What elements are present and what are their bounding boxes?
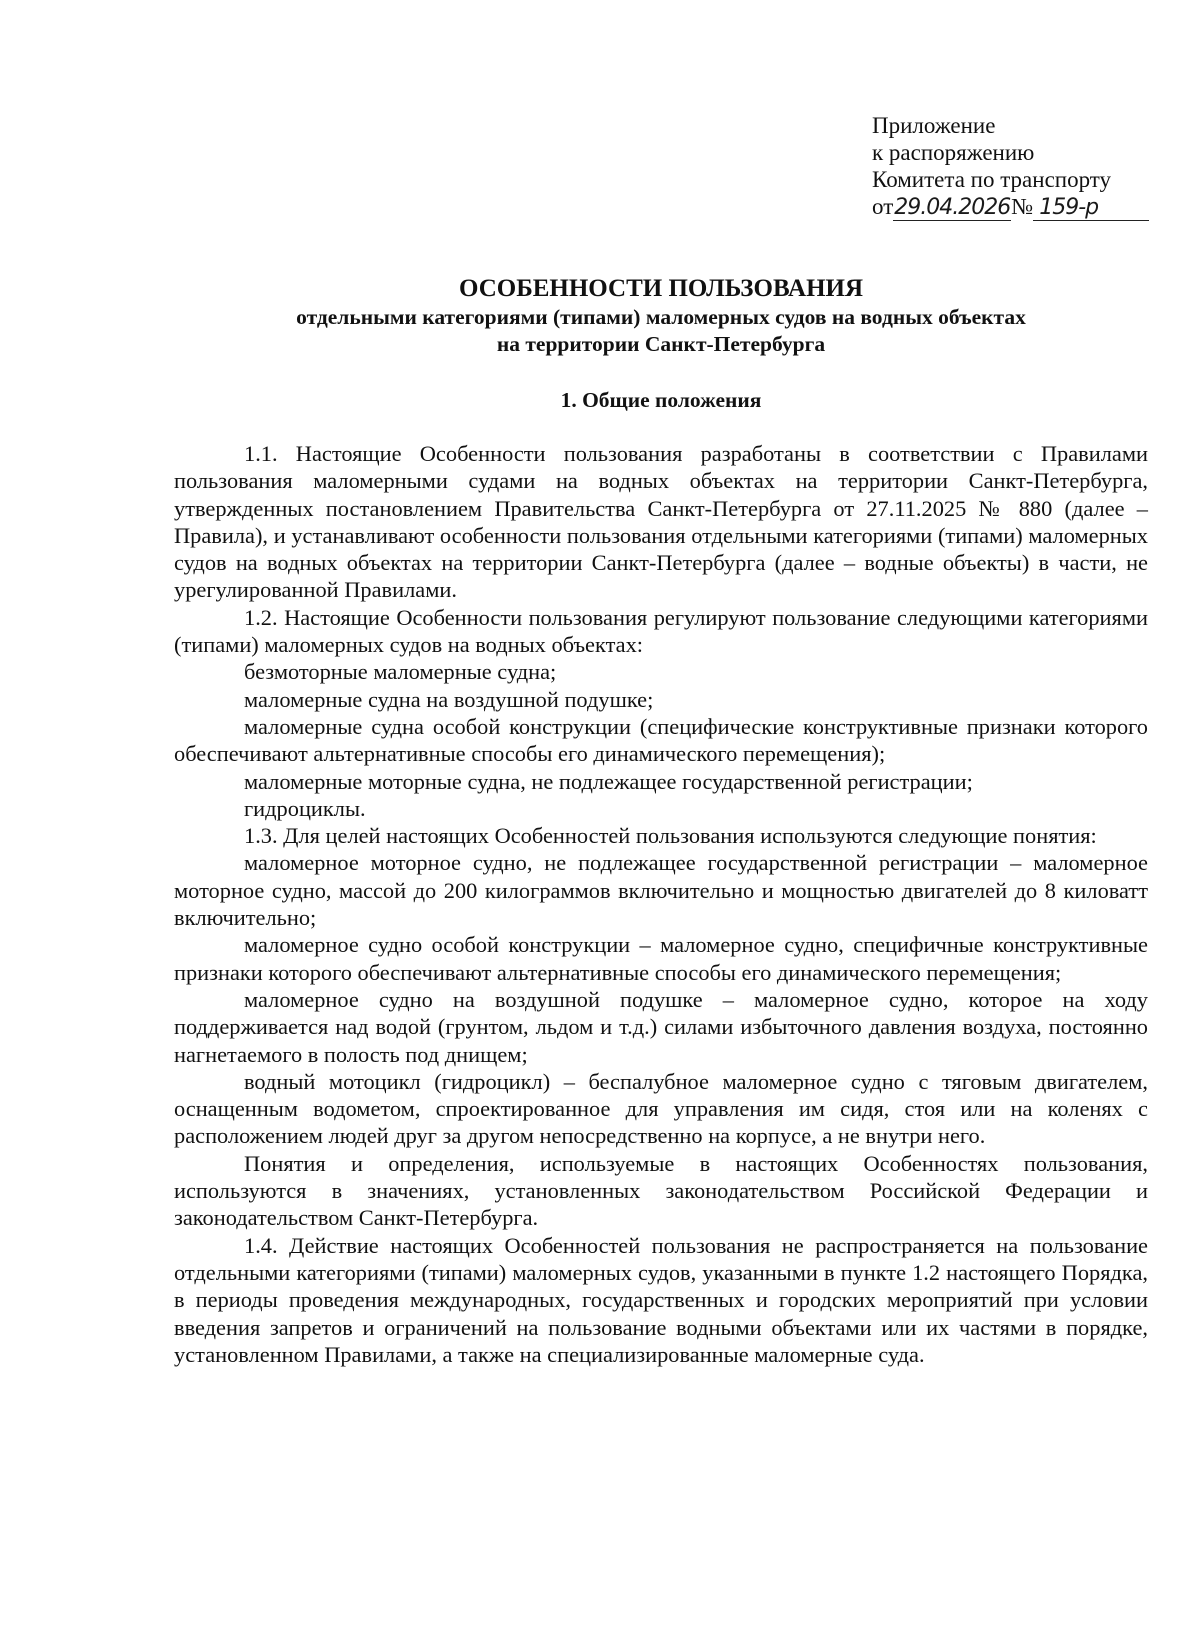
definition-item: маломерное судно особой конструкции – маломерное судно, специфичные конструктивные признаки которого обеспечивают альтернативные способы его динамического перемещения; [174, 932, 1148, 985]
definition-item: водный мотоцикл (гидроцикл) – беспалубное маломерное судно с тяговым двигателем, оснащенным водометом, спроектированное для управления им сидя, стоя или на коленях с расположением людей друг за другом непосредственно на корпусе, а не внутри него. [174, 1068, 1148, 1149]
definition-item: маломерное моторное судно, не подлежащее государственной регистрации – маломерное моторное судно, массой до 200 килограммов включительно и мощностью двигателей до 8 киловатт включительно; [174, 850, 1148, 931]
list-item: гидроциклы. [244, 795, 366, 821]
section-heading: 1. Общие положения [560, 388, 762, 412]
annex-line-1: Приложение [872, 113, 996, 138]
annex-block [872, 112, 1149, 221]
number-sign: № [1011, 194, 1034, 219]
paragraph-1-3: 1.3. Для целей настоящих Особенностей пользования используются следующие понятия: [244, 823, 1097, 849]
annex-date-line [872, 193, 1149, 221]
document-title: ОСОБЕННОСТИ ПОЛЬЗОВАНИЯ [458, 275, 864, 302]
list-item: маломерные судна особой конструкции (специфические конструктивные признаки которого обеспечивают альтернативные способы его динамического перемещения); [174, 713, 1148, 767]
definitions-note: Понятия и определения, используемые в настоящих Особенностях пользования, используются в значениях, установленных законодательством Российской Федерации и законодательством Санкт-Петербурга. [174, 1150, 1148, 1231]
paragraph-1-4: 1.4. Действие настоящих Особенностей пользования не распространяется на пользование отдельными категориями (типами) маломерных судов, указанными в пункте 1.2 настоящего Порядка, в периоды проведения международных, государственных и городских мероприятий при условии введения запретов и ограничений на пользование водными объектами или их частями в порядке, установленном Правилами, а также на специализированные маломерные суда. [174, 1232, 1148, 1367]
list-item: маломерные судна на воздушной подушке; [244, 686, 654, 712]
document-subtitle-line-1: отдельными категориями (типами) маломерных судов на водных объектах [296, 305, 1026, 329]
document-title-block [174, 274, 1148, 358]
document-subtitle-line-2: на территории Санкт-Петербурга [496, 332, 826, 356]
list-item: маломерные моторные судна, не подлежащее государственной регистрации; [244, 768, 973, 794]
paragraph-1-2: 1.2. Настоящие Особенности пользования регулируют пользование следующими категориями (типами) маломерных судов на водных объектах: [174, 604, 1148, 658]
definition-item: маломерное судно на воздушной подушке – маломерное судно, которое на ходу поддерживается над водой (грунтом, льдом и т.д.) силами избыточного давления воздуха, постоянно нагнетаемого в полость под днищем; [174, 986, 1148, 1067]
annex-from-prefix: от [872, 194, 894, 219]
annex-line-3: Комитета по транспорту [872, 167, 1112, 192]
annex-line-2: к распоряжению [872, 140, 1035, 165]
handwritten-date: 29.04.2026 [894, 195, 1011, 220]
list-item: безмоторные маломерные судна; [244, 659, 557, 685]
document-body [174, 440, 1148, 1368]
handwritten-number: 159-р [1033, 196, 1149, 221]
paragraph-1-1: 1.1. Настоящие Особенности пользования разработаны в соответствии с Правилами пользования маломерными судами на водных объектах на территории Санкт-Петербурга, утвержденных постановлением Правительства Санкт-Петербурга от 27.11.2025 № 880 (далее – Правила), и устанавливают особенности пользования отдельными категориями (типами) маломерных судов на водных объектах на территории Санкт-Петербурга (далее – водные объекты) в части, не урегулированной Правилами. [174, 441, 1148, 603]
